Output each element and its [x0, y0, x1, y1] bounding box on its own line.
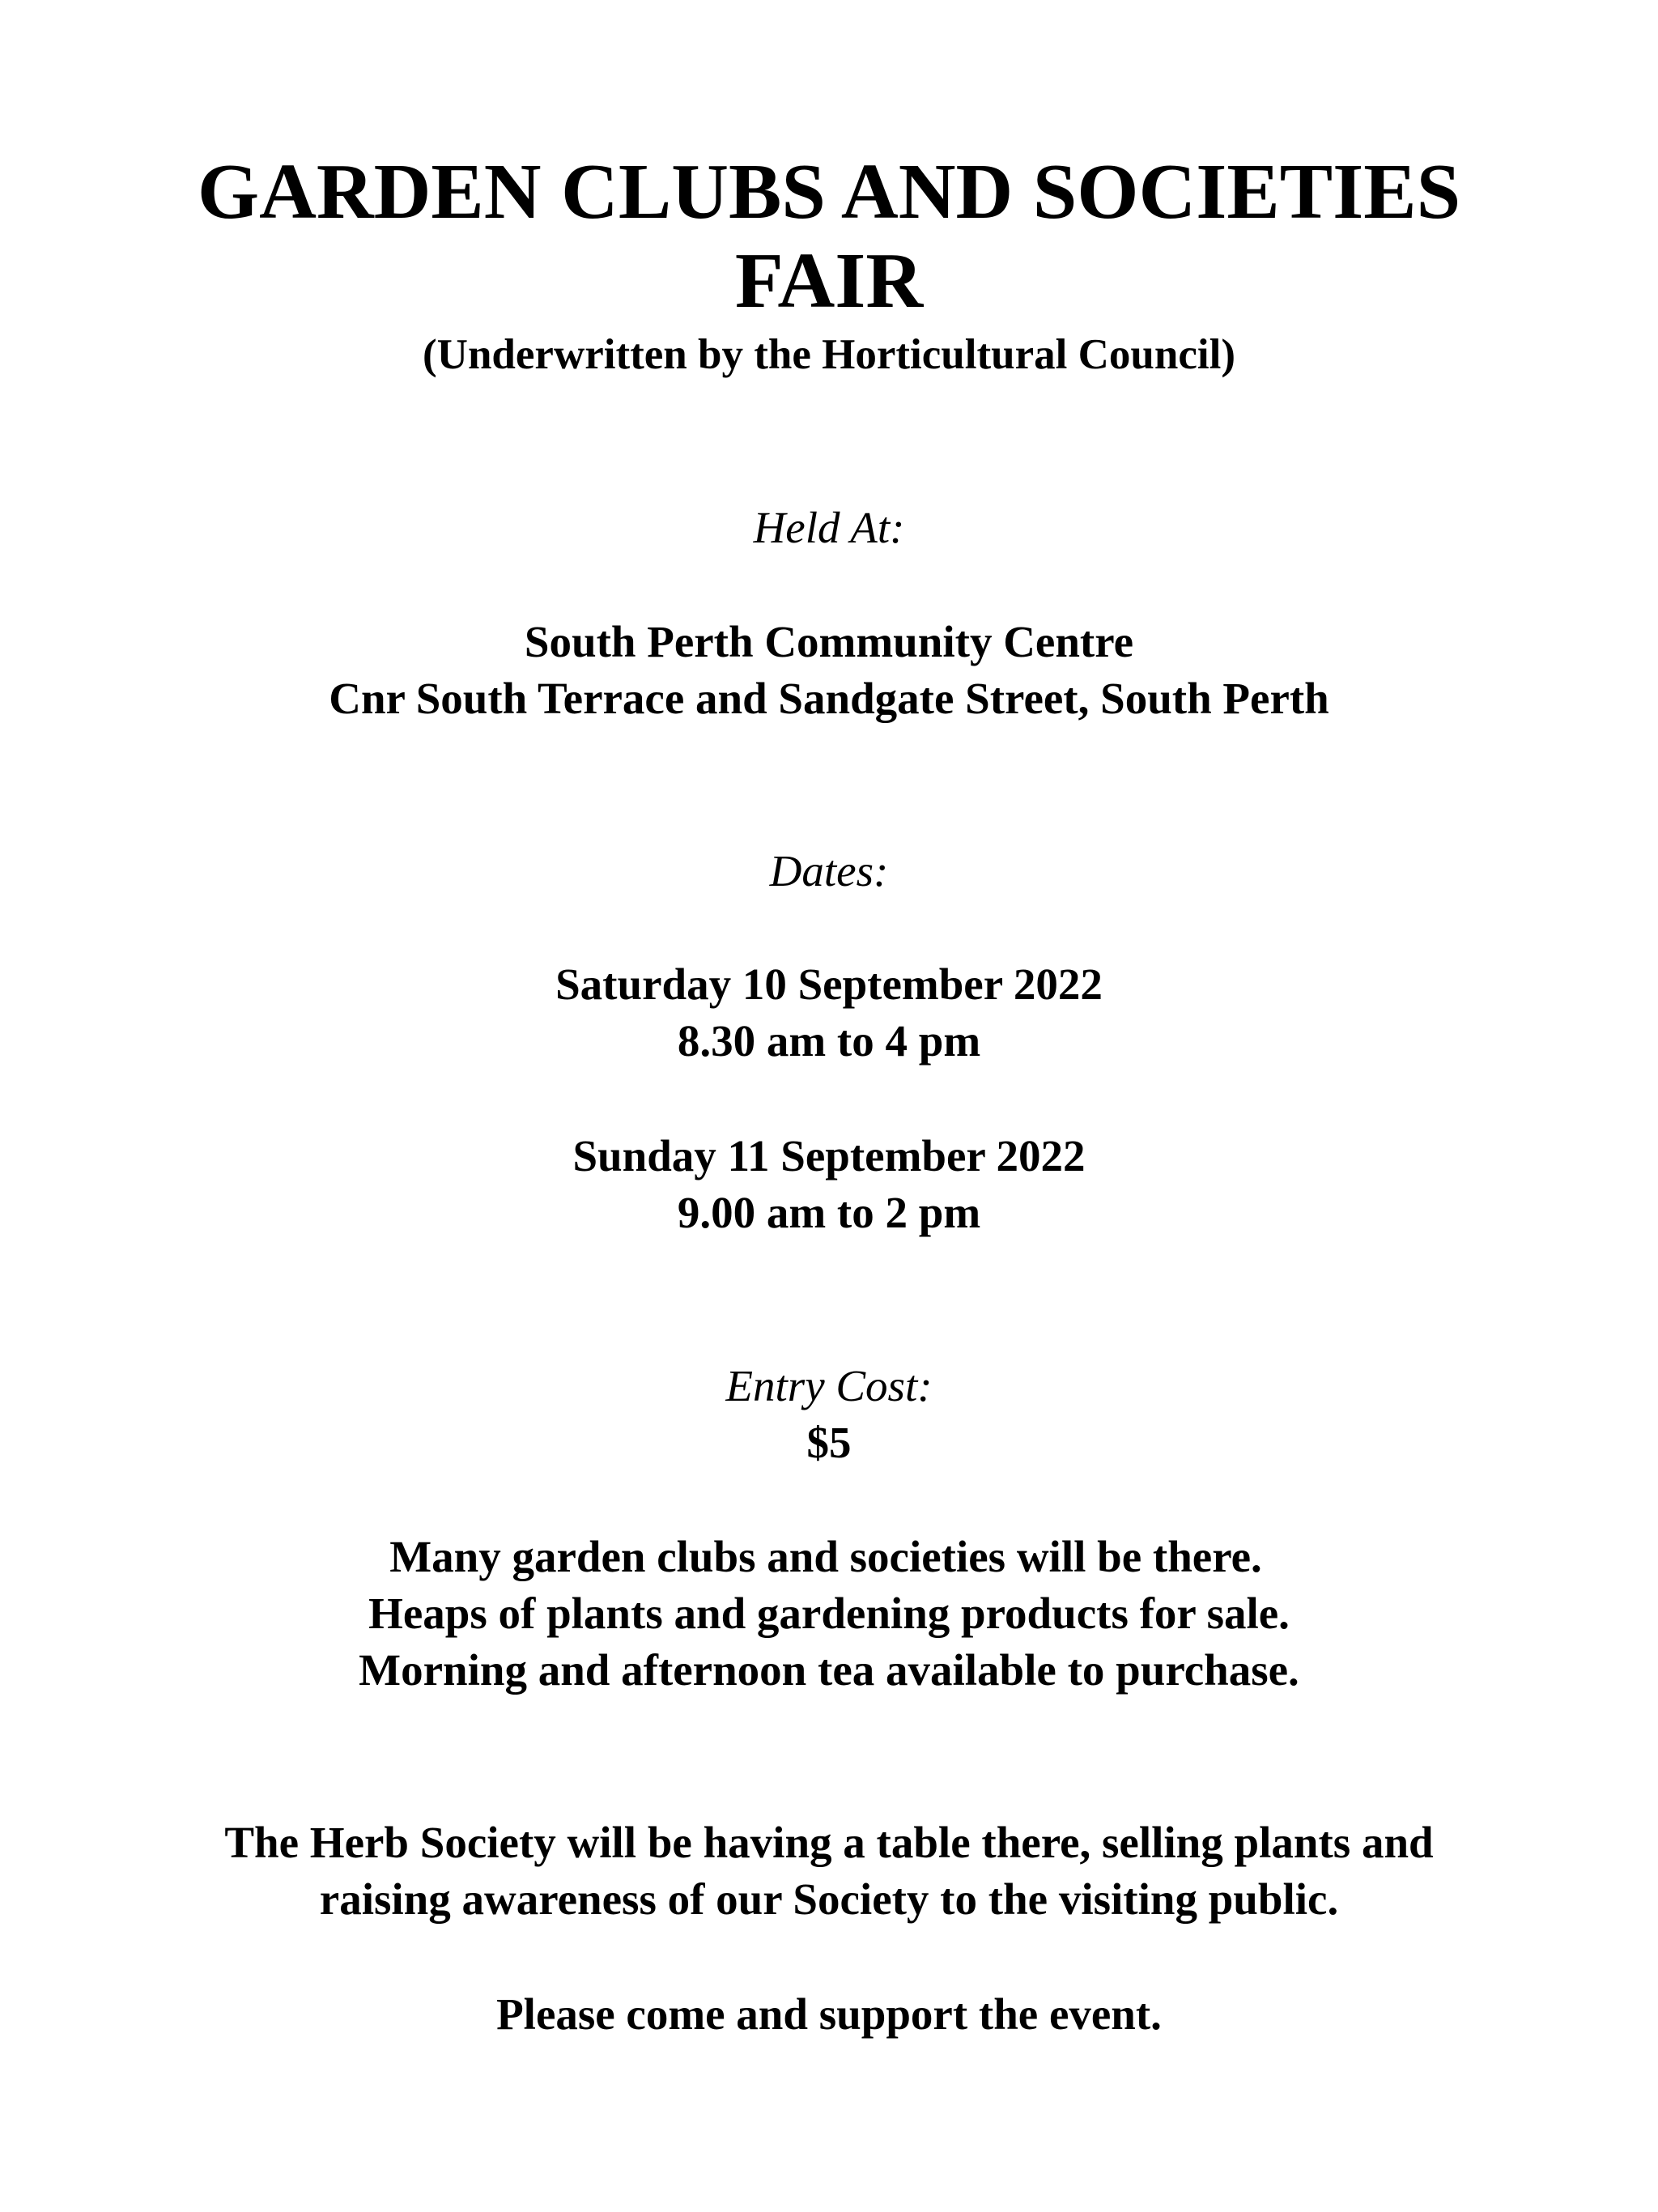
highlight-line: Morning and afternoon tea available to purchase. — [359, 1645, 1299, 1695]
venue-name: South Perth Community Centre — [524, 617, 1134, 666]
dates-label: Dates: — [769, 846, 889, 895]
day2-date: Sunday 11 September 2022 — [572, 1131, 1086, 1180]
herb-society-line: The Herb Society will be having a table there, selling plants and — [224, 1818, 1434, 1867]
venue-label: Held At: — [753, 503, 905, 552]
subtitle: (Underwritten by the Horticultural Council) — [423, 331, 1235, 378]
entry-cost-value: $5 — [806, 1418, 852, 1467]
closing-line: Please come and support the event. — [496, 1989, 1162, 2039]
highlight-line: Many garden clubs and societies will be there. — [389, 1532, 1262, 1581]
title-line-2: FAIR — [734, 237, 924, 325]
highlight-line: Heaps of plants and gardening products for sale. — [368, 1589, 1290, 1638]
entry-cost-label: Entry Cost: — [725, 1361, 933, 1410]
venue-address: Cnr South Terrace and Sandgate Street, South Perth — [329, 674, 1329, 723]
title-line-1: GARDEN CLUBS AND SOCIETIES — [197, 148, 1461, 236]
day2-time: 9.00 am to 2 pm — [677, 1188, 981, 1237]
day1-date: Saturday 10 September 2022 — [555, 959, 1103, 1009]
day1-time: 8.30 am to 4 pm — [677, 1016, 981, 1066]
herb-society-line: raising awareness of our Society to the visiting public. — [319, 1874, 1339, 1924]
